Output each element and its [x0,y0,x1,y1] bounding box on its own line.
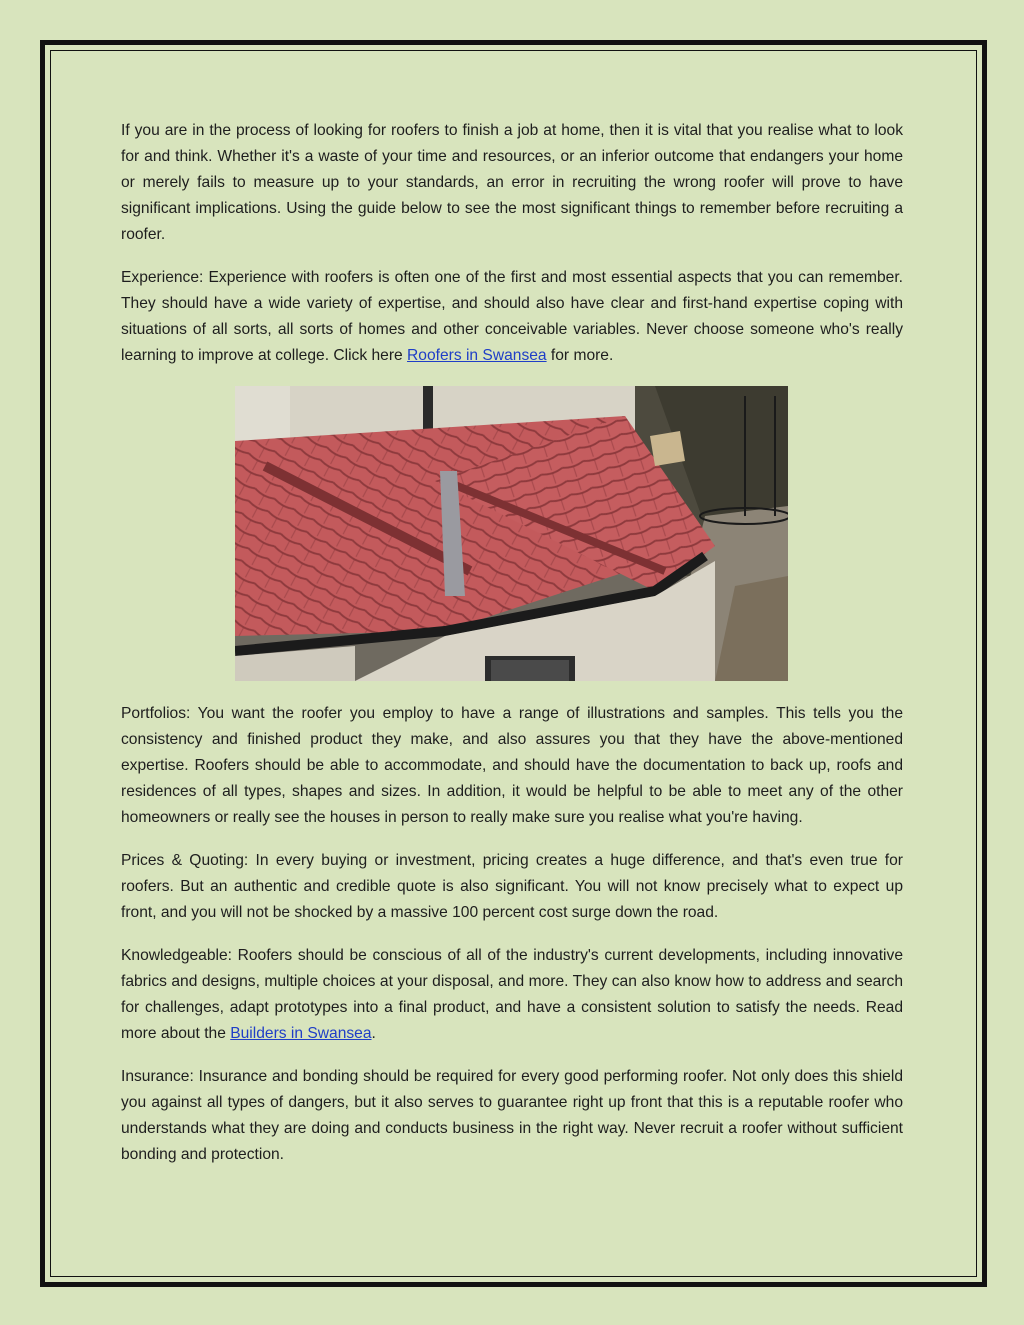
knowledgeable-after-text: . [371,1025,376,1042]
roofers-in-swansea-link[interactable]: Roofers in Swansea [407,347,547,364]
intro-paragraph: If you are in the process of looking for roofers to finish a job at home, then it is vital that you realise what to look for and think. Whether it's a waste of your time and resources, or an inferior outcome that endangers your home or merely fails to measure up to your standards, an error in recruiting the wrong roofer will prove to have significant implications. Using the guide below to see the most significant things to remember before recruiting a roofer. [121,122,903,243]
builders-in-swansea-link[interactable]: Builders in Swansea [230,1025,372,1042]
insurance-paragraph: Insurance: Insurance and bonding should be required for every good performing roofer. Not only does this shield you against all types of dangers, but it also serves to guarantee right up front that this is a reputable roofer who understands what they are doing and conducts business in the right way. Never recruit a roofer without sufficient bonding and protection. [121,1068,903,1163]
experience-after-text: for more. [546,347,614,364]
experience-paragraph [121,265,903,369]
prices-paragraph: Prices & Quoting: In every buying or investment, pricing creates a huge difference, and that's even true for roofers. But an authentic and credible quote is also significant. You will not know precisely what to expect up front, and you will not be shocked by a massive 100 percent cost surge down the road. [121,852,903,921]
roof-photo-illustration [235,386,788,681]
portfolios-paragraph: Portfolios: You want the roofer you employ to have a range of illustrations and samples. This tells you the consistency and finished product they make, and also assures you that they have the above-mentioned expertise. Roofers should be able to accommodate, and should have the documentation to back up, roofs and residences of all types, shapes and sizes. In addition, it would be helpful to be able to meet any of the other homeowners or really see the houses in person to really make sure you realise what you're having. [121,705,903,826]
roof-photo [235,386,788,681]
experience-text: Experience: Experience with roofers is often one of the first and most essential aspects that you can remember. They should have a wide variety of expertise, and should also have clear and first-hand expertise coping with situations of all sorts, all sorts of homes and other conceivable variables. Never choose someone who's really learning to improve at college. Click here [121,269,903,364]
knowledgeable-paragraph [121,943,903,1047]
article-body [121,118,903,1185]
knowledgeable-text: Knowledgeable: Roofers should be conscious of all of the industry's current developments, including innovative fabrics and designs, multiple choices at your disposal, and more. They can also know how to address and search for challenges, adapt prototypes into a final product, and have a consistent solution to satisfy the needs. Read more about the [121,947,903,1042]
